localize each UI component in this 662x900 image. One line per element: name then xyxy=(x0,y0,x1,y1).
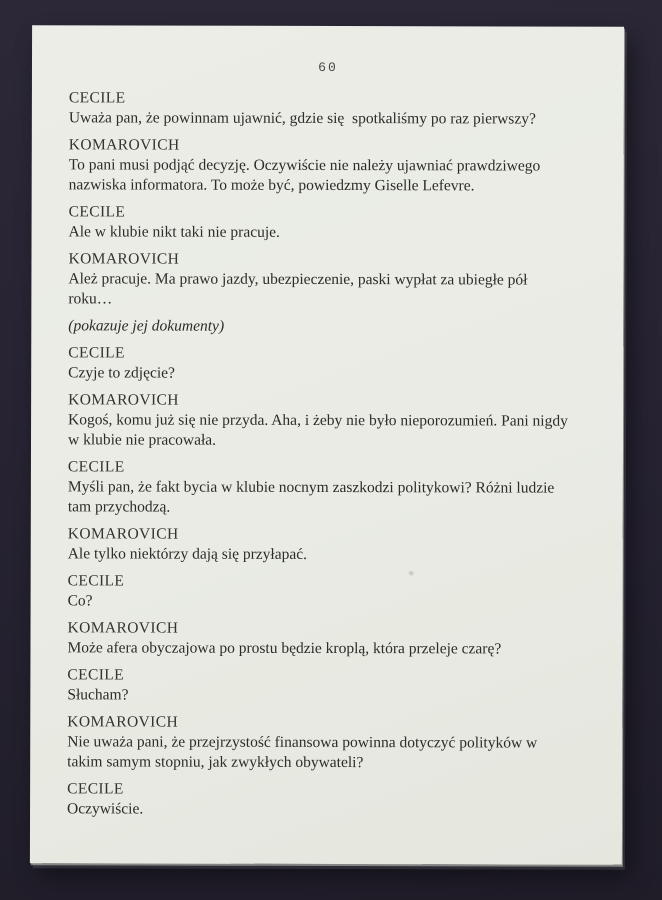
stage-direction-text: (pokazuje jej dokumenty) xyxy=(68,317,225,335)
page-number: 60 xyxy=(318,59,338,76)
dialogue-line: nazwiska informatora. To może być, powiedzmy Giselle Lefevre. xyxy=(68,176,475,195)
dialogue-block xyxy=(68,571,620,612)
dialogue-line: roku… xyxy=(68,290,113,308)
speaker-name: CECILE xyxy=(68,203,126,221)
dialogue-line: Co? xyxy=(67,592,93,610)
speaker-name: KOMAROVICH xyxy=(67,619,179,637)
stage-direction-block xyxy=(68,316,620,337)
script-page xyxy=(30,25,624,865)
speaker-name: KOMAROVICH xyxy=(67,525,179,543)
script-body xyxy=(67,88,621,827)
speaker-name: CECILE xyxy=(67,572,125,590)
dialogue-block xyxy=(68,390,620,451)
dialogue-line: Ależ pracuje. Ma prawo jazdy, ubezpieczenie, paski wypłat za ubiegłe pół xyxy=(68,270,528,289)
dialogue-block xyxy=(69,202,621,243)
speaker-name: CECILE xyxy=(67,780,124,798)
speaker-name: CECILE xyxy=(68,89,126,107)
speaker-name: CECILE xyxy=(67,666,125,684)
dialogue-line: w klubie nie pracowała. xyxy=(67,431,217,449)
dialogue-line: Nie uważa pani, że przejrzystość finansowa powinna dotyczyć polityków w xyxy=(67,733,538,752)
dialogue-block xyxy=(67,665,619,706)
dialogue-block xyxy=(67,779,619,820)
dialogue-block xyxy=(69,135,621,196)
dialogue-block xyxy=(67,618,619,659)
dialogue-block xyxy=(67,712,619,773)
dialogue-line: Ale w klubie nikt taki nie pracuje. xyxy=(68,223,280,241)
speaker-name: KOMAROVICH xyxy=(68,391,179,409)
speaker-name: KOMAROVICH xyxy=(68,136,180,154)
speaker-name: CECILE xyxy=(67,458,125,476)
dialogue-block xyxy=(68,343,620,384)
dialogue-line: tam przychodzą. xyxy=(67,498,171,516)
dialogue-line: To pani musi podjąć decyzję. Oczywiście nie należy ujawniać prawdziwego xyxy=(68,156,541,175)
dialogue-line: Słucham? xyxy=(67,686,129,704)
dialogue-block xyxy=(69,88,621,129)
dialogue-line: Może afera obyczajowa po prostu będzie kroplą, która przeleje czarę? xyxy=(67,639,502,658)
dialogue-line: Myśli pan, że fakt bycia w klubie nocnym zaszkodzi politykowi? Różni ludzie xyxy=(67,478,555,497)
dialogue-line: Czyje to zdjęcie? xyxy=(68,364,175,382)
speaker-name: KOMAROVICH xyxy=(68,250,180,268)
dialogue-line: takim samym stopniu, jak zwykłych obywateli? xyxy=(67,753,364,772)
dialogue-line: Oczywiście. xyxy=(67,800,144,818)
dialogue-block xyxy=(68,249,620,310)
dialogue-line: Uważa pan, że powinnam ujawnić, gdzie się spotkaliśmy po raz pierwszy? xyxy=(68,109,536,128)
dialogue-block xyxy=(68,524,620,565)
dialogue-block xyxy=(68,457,620,518)
speaker-name: CECILE xyxy=(68,344,125,362)
dialogue-line: Kogoś, komu już się nie przyda. Aha, i żeby nie było nieporozumień. Pani nigdy xyxy=(68,411,568,430)
speaker-name: KOMAROVICH xyxy=(67,713,179,731)
dialogue-line: Ale tylko niektórzy dają się przyłapać. xyxy=(67,545,308,563)
